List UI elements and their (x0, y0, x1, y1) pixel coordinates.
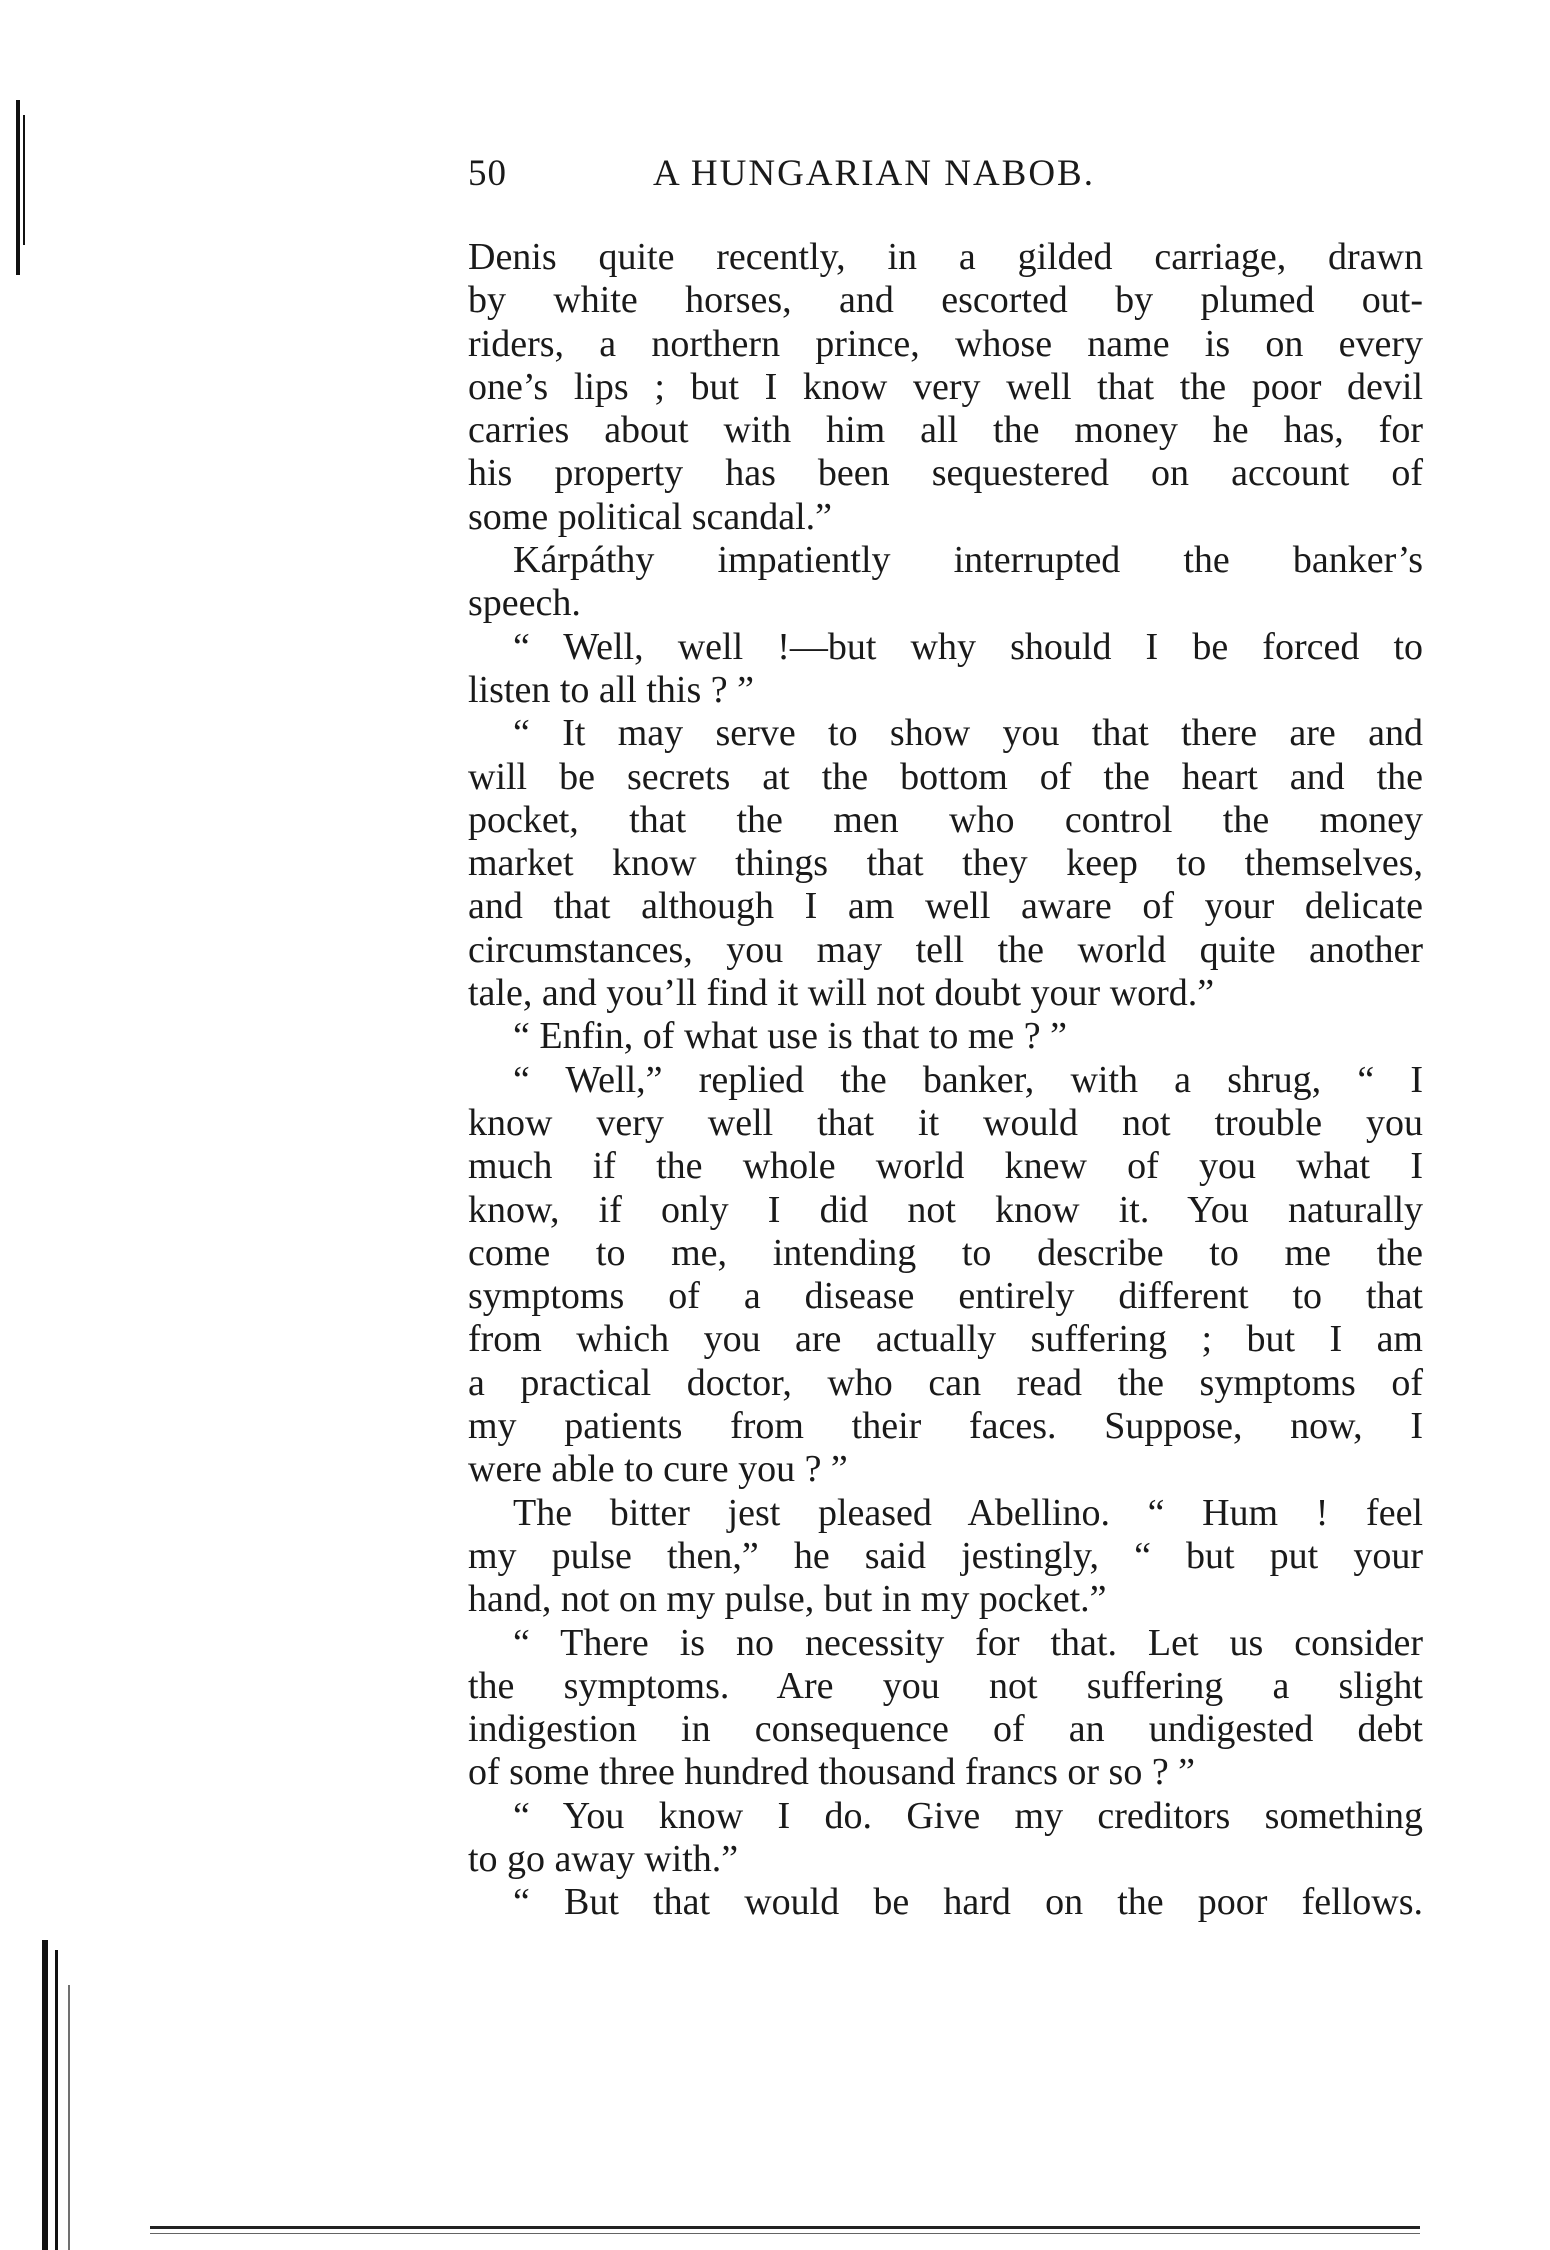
text-line: and that although I am well aware of your delicate (468, 885, 1423, 928)
binding-shadow-bottom-faint (68, 1985, 70, 2250)
text-line: his property has been sequestered on account of (468, 452, 1423, 495)
text-line: will be secrets at the bottom of the heart and the (468, 755, 1423, 798)
text-line: market know things that they keep to themselves, (468, 842, 1423, 885)
text-line: know very well that it would not trouble you (468, 1101, 1423, 1144)
page-number: 50 (468, 153, 507, 194)
text-line: “ But that would be hard on the poor fellows. (513, 1881, 1423, 1924)
text-line: my patients from their faces. Suppose, now, I (468, 1405, 1423, 1448)
binding-shadow-top (16, 100, 20, 275)
running-title: A HUNGARIAN NABOB. (653, 153, 1095, 194)
text-line: of some three hundred thousand francs or so ? ” (468, 1751, 1196, 1794)
text-line: from which you are actually suffering ; but I am (468, 1318, 1423, 1361)
text-line: indigestion in consequence of an undigested debt (468, 1708, 1423, 1751)
text-line: some political scandal.” (468, 495, 833, 538)
bottom-scan-rule-thin (150, 2233, 1420, 2234)
binding-shadow-bottom (42, 1940, 48, 2250)
binding-shadow-bottom-thin (55, 1950, 58, 2250)
text-line: by white horses, and escorted by plumed out- (468, 279, 1423, 322)
text-line: The bitter jest pleased Abellino. “ Hum ! feel (513, 1491, 1423, 1534)
text-line: “ It may serve to show you that there are and (513, 712, 1423, 755)
text-line: carries about with him all the money he has, for (468, 409, 1423, 452)
text-line: “ There is no necessity for that. Let us consider (513, 1621, 1423, 1664)
text-line: Denis quite recently, in a gilded carriage, drawn (468, 236, 1423, 278)
text-line: to go away with.” (468, 1837, 739, 1880)
text-line: know, if only I did not know it. You naturally (468, 1188, 1423, 1231)
text-line: one’s lips ; but I know very well that the poor devil (468, 365, 1423, 408)
text-line: “ Well, well !—but why should I be forced to (513, 625, 1423, 668)
text-line: were able to cure you ? ” (468, 1448, 848, 1491)
text-line: riders, a northern prince, whose name is on every (468, 322, 1423, 365)
text-line: speech. (468, 582, 581, 625)
text-line: symptoms of a disease entirely different to that (468, 1275, 1423, 1318)
text-line: much if the whole world knew of you what I (468, 1145, 1423, 1188)
binding-shadow-top-thin (23, 115, 25, 245)
text-line: Kárpáthy impatiently interrupted the banker’s (513, 539, 1423, 582)
text-line: hand, not on my pulse, but in my pocket.” (468, 1578, 1107, 1621)
text-line: circumstances, you may tell the world quite another (468, 928, 1423, 971)
text-line: come to me, intending to describe to me the (468, 1231, 1423, 1274)
text-line: the symptoms. Are you not suffering a slight (468, 1664, 1423, 1707)
body-text (468, 236, 1423, 1925)
text-line: “ Well,” replied the banker, with a shrug, “ I (513, 1058, 1423, 1101)
bottom-scan-rule (150, 2226, 1420, 2229)
text-line: a practical doctor, who can read the symptoms of (468, 1361, 1423, 1404)
text-line: listen to all this ? ” (468, 668, 755, 711)
text-line: “ Enfin, of what use is that to me ? ” (513, 1015, 1068, 1058)
text-line: tale, and you’ll find it will not doubt your word.” (468, 972, 1215, 1015)
text-line: “ You know I do. Give my creditors something (513, 1794, 1423, 1837)
text-line: my pulse then,” he said jestingly, “ but put your (468, 1534, 1423, 1577)
page-header (468, 152, 1423, 202)
text-line: pocket, that the men who control the money (468, 798, 1423, 841)
